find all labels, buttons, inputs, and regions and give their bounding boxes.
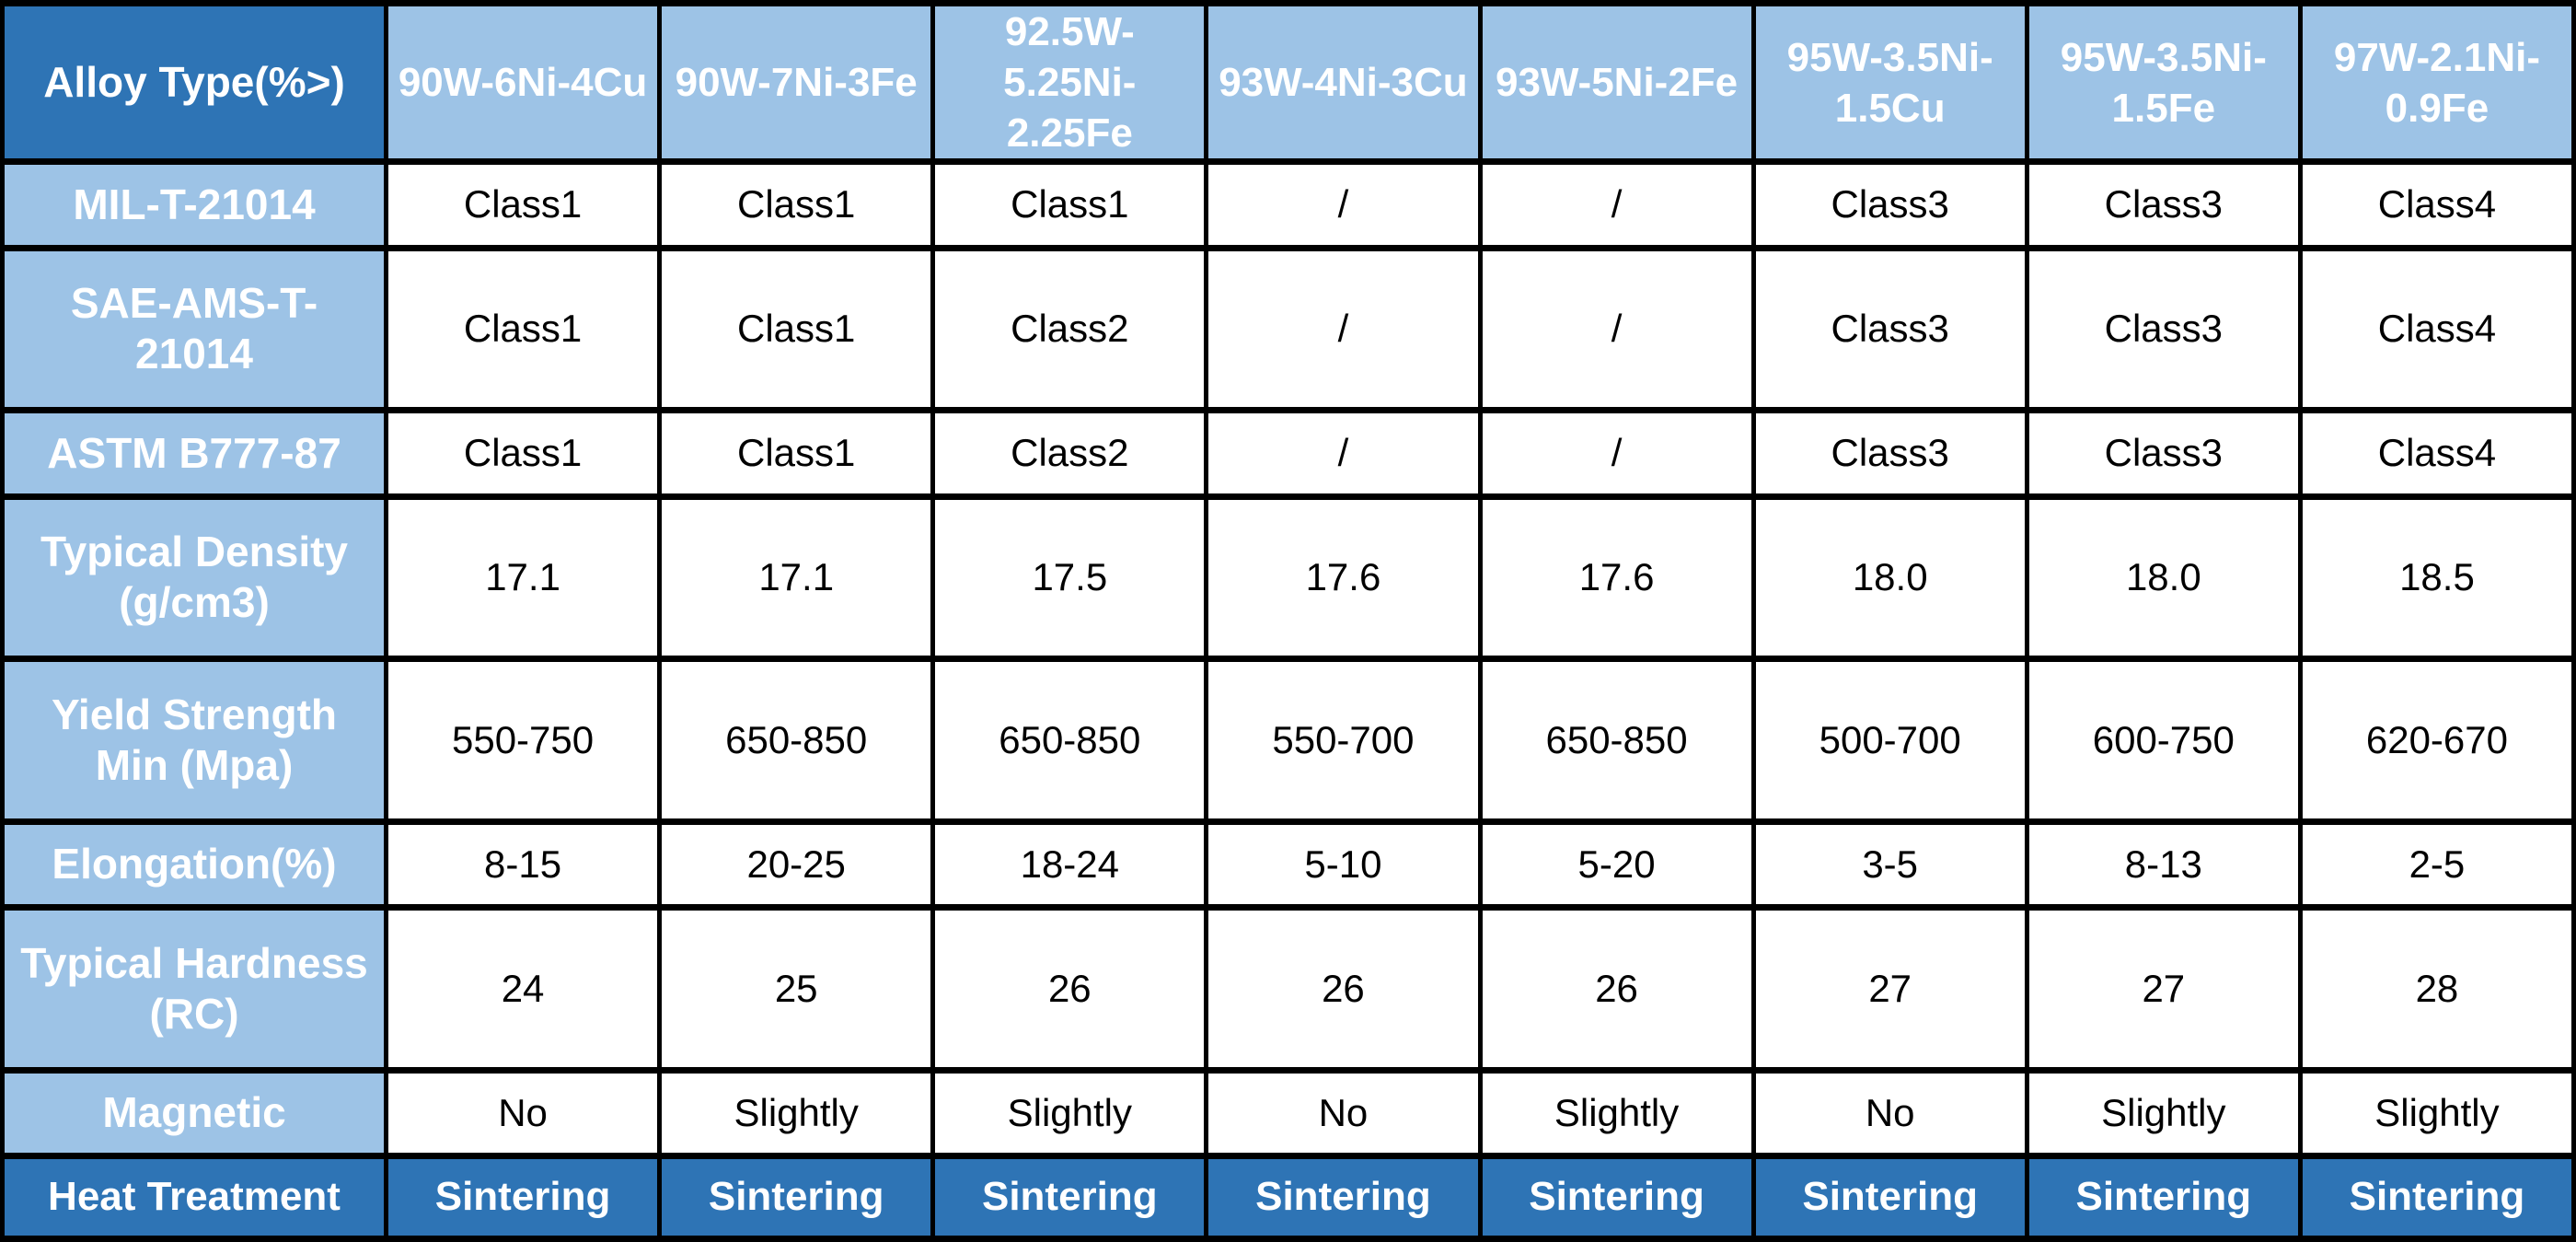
- table-cell: 3-5: [1753, 821, 2027, 908]
- table-row-typical-density: [3, 496, 2574, 659]
- table-cell: /: [1207, 248, 1480, 411]
- column-header: 90W-6Ni-4Cu: [387, 4, 660, 162]
- table-cell: 17.1: [660, 496, 933, 659]
- table-cell: 18.0: [1753, 496, 2027, 659]
- table-cell: Slightly: [2300, 1070, 2573, 1156]
- table-cell: No: [1753, 1070, 2027, 1156]
- table-cell: Slightly: [2027, 1070, 2300, 1156]
- table-cell: Sintering: [1207, 1156, 1480, 1239]
- table-cell: 24: [387, 908, 660, 1071]
- table-cell: Class1: [387, 411, 660, 497]
- table-cell: 650-850: [660, 659, 933, 822]
- table-cell: 620-670: [2300, 659, 2573, 822]
- row-label: Typical Hardness (RC): [3, 908, 387, 1071]
- table-cell: 5-10: [1207, 821, 1480, 908]
- table-cell: 550-700: [1207, 659, 1480, 822]
- table-cell: Class1: [660, 411, 933, 497]
- table-cell: 26: [1207, 908, 1480, 1071]
- table-cell: /: [1480, 411, 1753, 497]
- table-cell: Sintering: [660, 1156, 933, 1239]
- table-cell: No: [1207, 1070, 1480, 1156]
- table-cell: Sintering: [2300, 1156, 2573, 1239]
- table-cell: Slightly: [660, 1070, 933, 1156]
- table-cell: Class1: [387, 248, 660, 411]
- table-cell: Class3: [2027, 411, 2300, 497]
- table-cell: Sintering: [933, 1156, 1207, 1239]
- table-cell: Class1: [660, 162, 933, 249]
- column-header: 93W-5Ni-2Fe: [1480, 4, 1753, 162]
- table-cell: 650-850: [933, 659, 1207, 822]
- table-cell: 17.6: [1480, 496, 1753, 659]
- row-label: Magnetic: [3, 1070, 387, 1156]
- table-cell: /: [1207, 411, 1480, 497]
- table-cell: 8-15: [387, 821, 660, 908]
- column-header: 95W-3.5Ni-1.5Cu: [1753, 4, 2027, 162]
- table-cell: Sintering: [1480, 1156, 1753, 1239]
- table-cell: 18-24: [933, 821, 1207, 908]
- table-cell: No: [387, 1070, 660, 1156]
- table-row-astm-b777-87: [3, 411, 2574, 497]
- table-cell: 550-750: [387, 659, 660, 822]
- row-label: Heat Treatment: [3, 1156, 387, 1239]
- table-cell: Class2: [933, 248, 1207, 411]
- table-cell: Class3: [2027, 162, 2300, 249]
- table-row-elongation: [3, 821, 2574, 908]
- column-header: 93W-4Ni-3Cu: [1207, 4, 1480, 162]
- table-cell: Class4: [2300, 411, 2573, 497]
- table-cell: Class4: [2300, 248, 2573, 411]
- table-cell: Slightly: [1480, 1070, 1753, 1156]
- row-label: MIL-T-21014: [3, 162, 387, 249]
- table-cell: 17.5: [933, 496, 1207, 659]
- table-cell: 25: [660, 908, 933, 1071]
- table-row-typical-hardness: [3, 908, 2574, 1071]
- table-cell: 2-5: [2300, 821, 2573, 908]
- table-cell: 20-25: [660, 821, 933, 908]
- row-label: Elongation(%): [3, 821, 387, 908]
- table-cell: Class1: [933, 162, 1207, 249]
- table-cell: /: [1480, 248, 1753, 411]
- row-label: SAE-AMS-T-21014: [3, 248, 387, 411]
- table-cell: Slightly: [933, 1070, 1207, 1156]
- column-header: 95W-3.5Ni-1.5Fe: [2027, 4, 2300, 162]
- row-label: ASTM B777-87: [3, 411, 387, 497]
- table-cell: Sintering: [2027, 1156, 2300, 1239]
- table-cell: 17.6: [1207, 496, 1480, 659]
- table-cell: 5-20: [1480, 821, 1753, 908]
- header-row: [3, 4, 2574, 162]
- table-cell: Class3: [1753, 248, 2027, 411]
- table-row-yield-strength: [3, 659, 2574, 822]
- table-cell: 500-700: [1753, 659, 2027, 822]
- table-cell: 26: [933, 908, 1207, 1071]
- column-header: 92.5W-5.25Ni-2.25Fe: [933, 4, 1207, 162]
- table-cell: Sintering: [1753, 1156, 2027, 1239]
- column-header: 97W-2.1Ni-0.9Fe: [2300, 4, 2573, 162]
- table-cell: Sintering: [387, 1156, 660, 1239]
- table-cell: Class4: [2300, 162, 2573, 249]
- table-row-mil-t-21014: [3, 162, 2574, 249]
- table-row-heat-treatment: [3, 1156, 2574, 1239]
- table-row-sae-ams-t-21014: [3, 248, 2574, 411]
- table-cell: 650-850: [1480, 659, 1753, 822]
- table-cell: Class3: [2027, 248, 2300, 411]
- table-cell: 26: [1480, 908, 1753, 1071]
- table-cell: 18.5: [2300, 496, 2573, 659]
- table-cell: 600-750: [2027, 659, 2300, 822]
- table-cell: 17.1: [387, 496, 660, 659]
- row-label: Typical Density (g/cm3): [3, 496, 387, 659]
- table-cell: 27: [2027, 908, 2300, 1071]
- table-cell: Class1: [387, 162, 660, 249]
- table-row-magnetic: [3, 1070, 2574, 1156]
- table-cell: /: [1207, 162, 1480, 249]
- row-label: Yield Strength Min (Mpa): [3, 659, 387, 822]
- column-header: 90W-7Ni-3Fe: [660, 4, 933, 162]
- table-cell: Class1: [660, 248, 933, 411]
- table-cell: /: [1480, 162, 1753, 249]
- table-cell: 28: [2300, 908, 2573, 1071]
- table-cell: 8-13: [2027, 821, 2300, 908]
- table-cell: Class2: [933, 411, 1207, 497]
- table-cell: 27: [1753, 908, 2027, 1071]
- table-cell: 18.0: [2027, 496, 2300, 659]
- corner-header: Alloy Type(%>): [3, 4, 387, 162]
- table-cell: Class3: [1753, 162, 2027, 249]
- table-cell: Class3: [1753, 411, 2027, 497]
